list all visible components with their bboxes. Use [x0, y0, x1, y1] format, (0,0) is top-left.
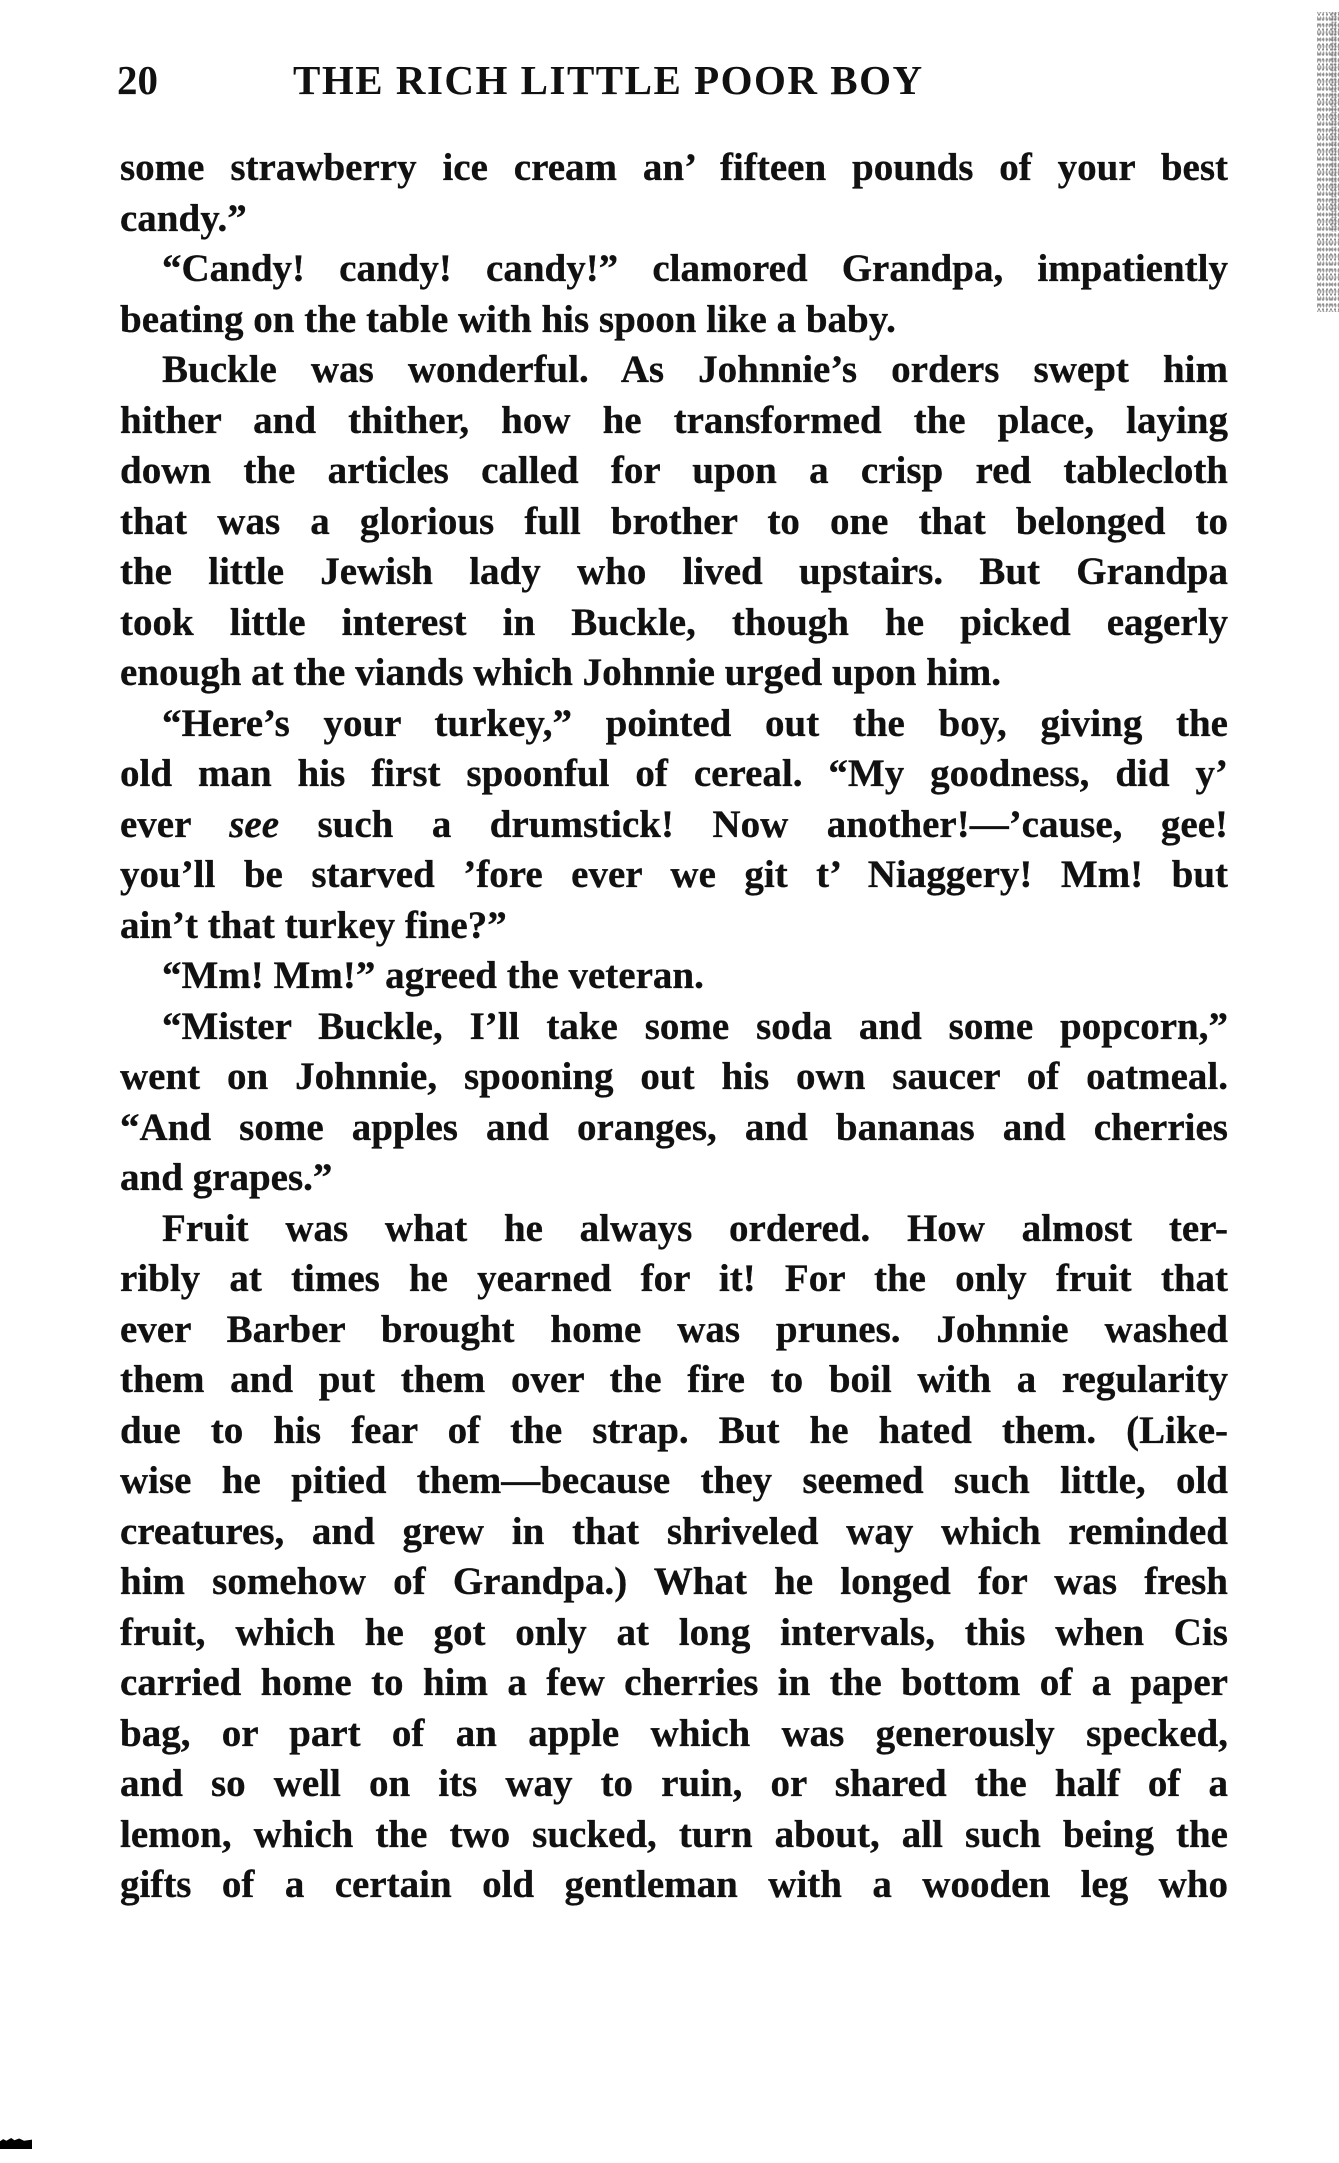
text-line	[120, 648, 1228, 699]
page-binding-edge	[1317, 12, 1339, 312]
text-line	[120, 295, 1228, 346]
text-line	[120, 749, 1228, 800]
text-line	[120, 1608, 1228, 1659]
scan-corner-mark	[0, 2138, 32, 2149]
text-segment: ain’t that turkey fine?”	[120, 903, 507, 947]
text-segment: the little Jewish lady who lived upstairs. But Grandpa	[120, 550, 1228, 593]
paragraph-first-line	[120, 699, 1228, 750]
text-line	[120, 1355, 1228, 1406]
text-line	[120, 547, 1228, 598]
text-segment: “Here’s your turkey,” pointed out the boy, giving the	[162, 701, 1228, 745]
text-segment: Buckle was wonderful. As Johnnie’s orders swept him	[162, 348, 1228, 391]
paragraph-first-line	[120, 244, 1228, 295]
text-segment: him somehow of Grandpa.) What he longed for was fresh	[120, 1560, 1228, 1603]
text-line	[120, 850, 1228, 901]
text-line	[120, 1103, 1228, 1154]
running-head	[117, 58, 1117, 102]
text-line	[120, 1557, 1228, 1608]
text-line	[120, 396, 1228, 447]
text-segment: beating on the table with his spoon like a baby.	[120, 297, 896, 341]
text-segment: “And some apples and oranges, and bananas and cherries	[120, 1105, 1228, 1149]
text-line	[120, 446, 1228, 497]
paragraph-first-line	[120, 951, 1228, 1002]
text-segment: that was a glorious full brother to one that belonged to	[120, 499, 1228, 543]
text-line	[120, 598, 1228, 649]
text-segment: carried home to him a few cherries in the bottom of a paper	[120, 1661, 1228, 1704]
text-line	[120, 497, 1228, 548]
text-line	[120, 901, 1228, 952]
text-segment: some strawberry ice cream an’ fifteen pounds of your best	[120, 146, 1228, 189]
page-number: 20	[117, 57, 158, 103]
text-segment: enough at the viands which Johnnie urged upon him.	[120, 651, 1001, 694]
text-segment: fruit, which he got only at long intervals, this when Cis	[120, 1610, 1228, 1654]
text-segment: you’ll be starved ’fore ever we git t’ Niaggery! Mm! but	[120, 853, 1228, 896]
text-line	[120, 1052, 1228, 1103]
text-line	[120, 1658, 1228, 1709]
text-segment: and grapes.”	[120, 1156, 333, 1199]
text-line	[120, 1759, 1228, 1810]
text-segment: candy.”	[120, 196, 247, 240]
text-segment: went on Johnnie, spooning out his own saucer of oatmeal.	[120, 1055, 1228, 1098]
paragraph-first-line	[120, 1204, 1228, 1255]
text-line	[120, 1810, 1228, 1861]
text-segment: such a drumstick! Now another!—’cause, gee!	[279, 802, 1228, 846]
text-segment: lemon, which the two sucked, turn about, all such being the	[120, 1812, 1228, 1856]
text-segment: took little interest in Buckle, though he picked eagerly	[120, 600, 1228, 644]
text-segment: ever	[120, 802, 230, 846]
text-segment: old man his first spoonful of cereal. “My goodness, did y’	[120, 752, 1228, 795]
text-segment: Fruit was what he always ordered. How almost ter-	[162, 1206, 1228, 1250]
text-segment: gifts of a certain old gentleman with a wooden leg who	[120, 1863, 1228, 1906]
text-segment: ribly at times he yearned for it! For the only fruit that	[120, 1257, 1228, 1300]
body-text	[120, 143, 1228, 1911]
text-segment: ever Barber brought home was prunes. Johnnie washed	[120, 1307, 1228, 1351]
italic-emphasis: see	[229, 802, 280, 846]
text-segment: hither and thither, how he transformed the place, laying	[120, 398, 1228, 442]
text-line	[120, 1456, 1228, 1507]
text-segment: wise he pitied them—because they seemed such little, old	[120, 1459, 1228, 1502]
text-line	[120, 1860, 1228, 1911]
text-segment: “Mister Buckle, I’ll take some soda and some popcorn,”	[162, 1004, 1228, 1048]
text-segment: “Candy! candy! candy!” clamored Grandpa, impatiently	[162, 247, 1228, 290]
text-line	[120, 1406, 1228, 1457]
text-line	[120, 1709, 1228, 1760]
running-title: THE RICH LITTLE POOR BOY	[293, 57, 924, 103]
text-line	[120, 800, 1228, 851]
text-segment: bag, or part of an apple which was generously specked,	[120, 1711, 1228, 1755]
text-segment: them and put them over the fire to boil with a regularity	[120, 1358, 1228, 1401]
text-line	[120, 1254, 1228, 1305]
text-line	[120, 194, 1228, 245]
text-line	[120, 1305, 1228, 1356]
text-segment: due to his fear of the strap. But he hated them. (Like-	[120, 1408, 1228, 1452]
text-segment: “Mm! Mm!” agreed the veteran.	[162, 954, 704, 997]
text-line	[120, 143, 1228, 194]
text-segment: and so well on its way to ruin, or shared the half of a	[120, 1762, 1228, 1805]
paragraph-first-line	[120, 345, 1228, 396]
text-segment: creatures, and grew in that shriveled way which reminded	[120, 1509, 1228, 1553]
text-line	[120, 1153, 1228, 1204]
paragraph-first-line	[120, 1002, 1228, 1053]
text-segment: down the articles called for upon a crisp red tablecloth	[120, 449, 1228, 492]
text-line	[120, 1507, 1228, 1558]
